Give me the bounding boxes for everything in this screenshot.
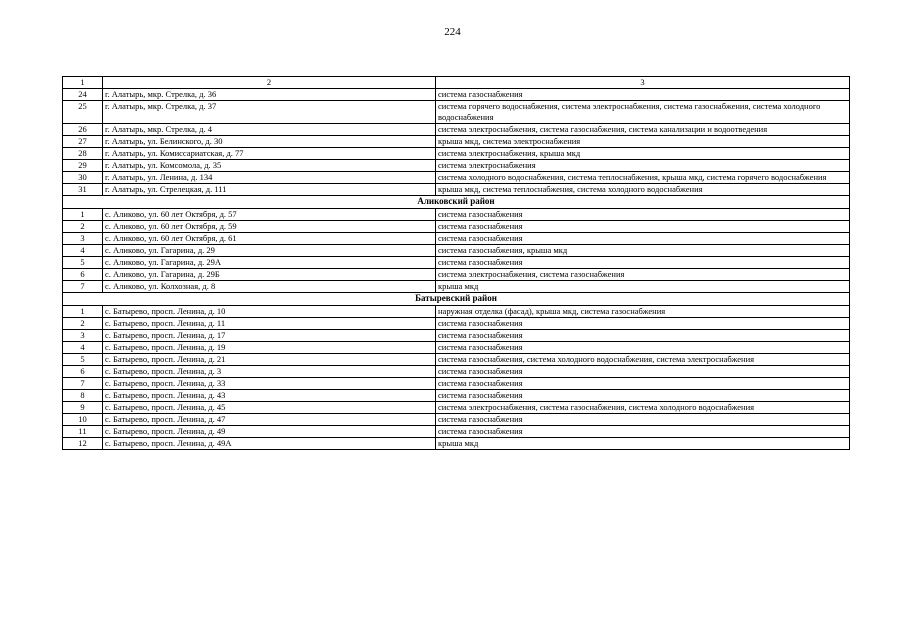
- row-systems: крыша мкд, система электроснабжения: [436, 136, 850, 148]
- table-row: [63, 342, 850, 354]
- row-systems: система газоснабжения: [436, 318, 850, 330]
- row-number: 28: [63, 148, 103, 160]
- row-number: 7: [63, 378, 103, 390]
- header-col-address: 2: [103, 77, 436, 89]
- row-address: с. Батырево, просп. Ленина, д. 10: [103, 306, 436, 318]
- row-address: г. Алатырь, ул. Ленина, д. 134: [103, 172, 436, 184]
- row-systems: система газоснабжения: [436, 378, 850, 390]
- row-systems: система газоснабжения: [436, 330, 850, 342]
- row-address: с. Аликово, ул. 60 лет Октября, д. 61: [103, 233, 436, 245]
- row-number: 24: [63, 89, 103, 101]
- row-systems: система газоснабжения: [436, 342, 850, 354]
- row-systems: система электроснабжения, система газоснабжения, система холодного водоснабжения: [436, 402, 850, 414]
- row-systems: система газоснабжения: [436, 221, 850, 233]
- row-systems: система электроснабжения, крыша мкд: [436, 148, 850, 160]
- row-number: 1: [63, 209, 103, 221]
- row-number: 6: [63, 366, 103, 378]
- row-number: 26: [63, 124, 103, 136]
- row-number: 27: [63, 136, 103, 148]
- row-systems: система газоснабжения: [436, 426, 850, 438]
- table-row: [63, 233, 850, 245]
- table-row: [63, 148, 850, 160]
- row-address: с. Батырево, просп. Ленина, д. 49: [103, 426, 436, 438]
- table-row: [63, 269, 850, 281]
- row-address: с. Батырево, просп. Ленина, д. 43: [103, 390, 436, 402]
- table-row: [63, 414, 850, 426]
- row-address: с. Батырево, просп. Ленина, д. 47: [103, 414, 436, 426]
- table-row: [63, 172, 850, 184]
- table-row: [63, 438, 850, 450]
- row-systems: система газоснабжения: [436, 366, 850, 378]
- row-systems: система горячего водоснабжения, система электроснабжения, система газоснабжения, система холодного водоснабжения: [436, 101, 850, 124]
- row-address: г. Алатырь, ул. Комиссариатская, д. 77: [103, 148, 436, 160]
- page-number: 224: [444, 26, 461, 38]
- row-number: 30: [63, 172, 103, 184]
- table-row: [63, 184, 850, 196]
- row-systems: крыша мкд: [436, 438, 850, 450]
- row-systems: система газоснабжения: [436, 89, 850, 101]
- row-address: с. Батырево, просп. Ленина, д. 45: [103, 402, 436, 414]
- row-number: 4: [63, 342, 103, 354]
- row-systems: наружная отделка (фасад), крыша мкд, система газоснабжения: [436, 306, 850, 318]
- row-address: с. Аликово, ул. 60 лет Октября, д. 57: [103, 209, 436, 221]
- row-number: 11: [63, 426, 103, 438]
- table-row: [63, 330, 850, 342]
- row-number: 7: [63, 281, 103, 293]
- table-row: [63, 160, 850, 172]
- row-address: с. Аликово, ул. Гагарина, д. 29: [103, 245, 436, 257]
- row-address: с. Батырево, просп. Ленина, д. 33: [103, 378, 436, 390]
- row-systems: крыша мкд, система теплоснабжения, система холодного водоснабжения: [436, 184, 850, 196]
- row-address: г. Алатырь, ул. Комсомола, д. 35: [103, 160, 436, 172]
- row-number: 2: [63, 318, 103, 330]
- row-address: с. Аликово, ул. Гагарина, д. 29Б: [103, 269, 436, 281]
- row-number: 5: [63, 257, 103, 269]
- district-section-row: [63, 293, 850, 306]
- district-section-row: [63, 196, 850, 209]
- row-number: 31: [63, 184, 103, 196]
- row-number: 6: [63, 269, 103, 281]
- row-number: 4: [63, 245, 103, 257]
- table-row: [63, 378, 850, 390]
- table-row: [63, 221, 850, 233]
- row-systems: крыша мкд: [436, 281, 850, 293]
- row-address: с. Аликово, ул. Колхозная, д. 8: [103, 281, 436, 293]
- table-row: [63, 124, 850, 136]
- row-systems: система газоснабжения: [436, 257, 850, 269]
- row-number: 3: [63, 330, 103, 342]
- table-row: [63, 209, 850, 221]
- table-row: [63, 366, 850, 378]
- table-header-row: [63, 77, 850, 89]
- table-row: [63, 281, 850, 293]
- district-title: Аликовский район: [63, 196, 850, 209]
- row-address: г. Алатырь, мкр. Стрелка, д. 37: [103, 101, 436, 124]
- table-row: [63, 426, 850, 438]
- row-systems: система электроснабжения: [436, 160, 850, 172]
- row-systems: система газоснабжения: [436, 209, 850, 221]
- table-row: [63, 257, 850, 269]
- row-number: 9: [63, 402, 103, 414]
- table-row: [63, 402, 850, 414]
- row-number: 25: [63, 101, 103, 124]
- row-systems: система холодного водоснабжения, система теплоснабжения, крыша мкд, система горячего водоснабжения: [436, 172, 850, 184]
- header-col-systems: 3: [436, 77, 850, 89]
- row-number: 1: [63, 306, 103, 318]
- row-number: 2: [63, 221, 103, 233]
- header-col-number: 1: [63, 77, 103, 89]
- row-number: 10: [63, 414, 103, 426]
- row-number: 29: [63, 160, 103, 172]
- table-row: [63, 390, 850, 402]
- table-row: [63, 306, 850, 318]
- row-number: 3: [63, 233, 103, 245]
- row-address: с. Аликово, ул. 60 лет Октября, д. 59: [103, 221, 436, 233]
- row-address: с. Батырево, просп. Ленина, д. 21: [103, 354, 436, 366]
- row-number: 12: [63, 438, 103, 450]
- row-systems: система газоснабжения, крыша мкд: [436, 245, 850, 257]
- row-systems: система электроснабжения, система газоснабжения, система канализации и водоотведения: [436, 124, 850, 136]
- row-address: г. Алатырь, ул. Стрелецкая, д. 111: [103, 184, 436, 196]
- table-row: [63, 89, 850, 101]
- table-row: [63, 136, 850, 148]
- row-address: с. Батырево, просп. Ленина, д. 11: [103, 318, 436, 330]
- row-systems: система газоснабжения: [436, 233, 850, 245]
- row-address: г. Алатырь, ул. Белинского, д. 30: [103, 136, 436, 148]
- row-number: 8: [63, 390, 103, 402]
- row-address: г. Алатырь, мкр. Стрелка, д. 36: [103, 89, 436, 101]
- row-address: с. Аликово, ул. Гагарина, д. 29А: [103, 257, 436, 269]
- row-address: г. Алатырь, мкр. Стрелка, д. 4: [103, 124, 436, 136]
- row-systems: система газоснабжения, система холодного водоснабжения, система электроснабжения: [436, 354, 850, 366]
- table-row: [63, 245, 850, 257]
- row-number: 5: [63, 354, 103, 366]
- row-address: с. Батырево, просп. Ленина, д. 49А: [103, 438, 436, 450]
- row-systems: система газоснабжения: [436, 390, 850, 402]
- row-address: с. Батырево, просп. Ленина, д. 17: [103, 330, 436, 342]
- table-row: [63, 318, 850, 330]
- table-body: [63, 77, 850, 450]
- housing-repair-table: [62, 76, 850, 450]
- table-row: [63, 101, 850, 124]
- row-systems: система газоснабжения: [436, 414, 850, 426]
- district-title: Батыревский район: [63, 293, 850, 306]
- row-address: с. Батырево, просп. Ленина, д. 19: [103, 342, 436, 354]
- table-row: [63, 354, 850, 366]
- row-systems: система электроснабжения, система газоснабжения: [436, 269, 850, 281]
- row-address: с. Батырево, просп. Ленина, д. 3: [103, 366, 436, 378]
